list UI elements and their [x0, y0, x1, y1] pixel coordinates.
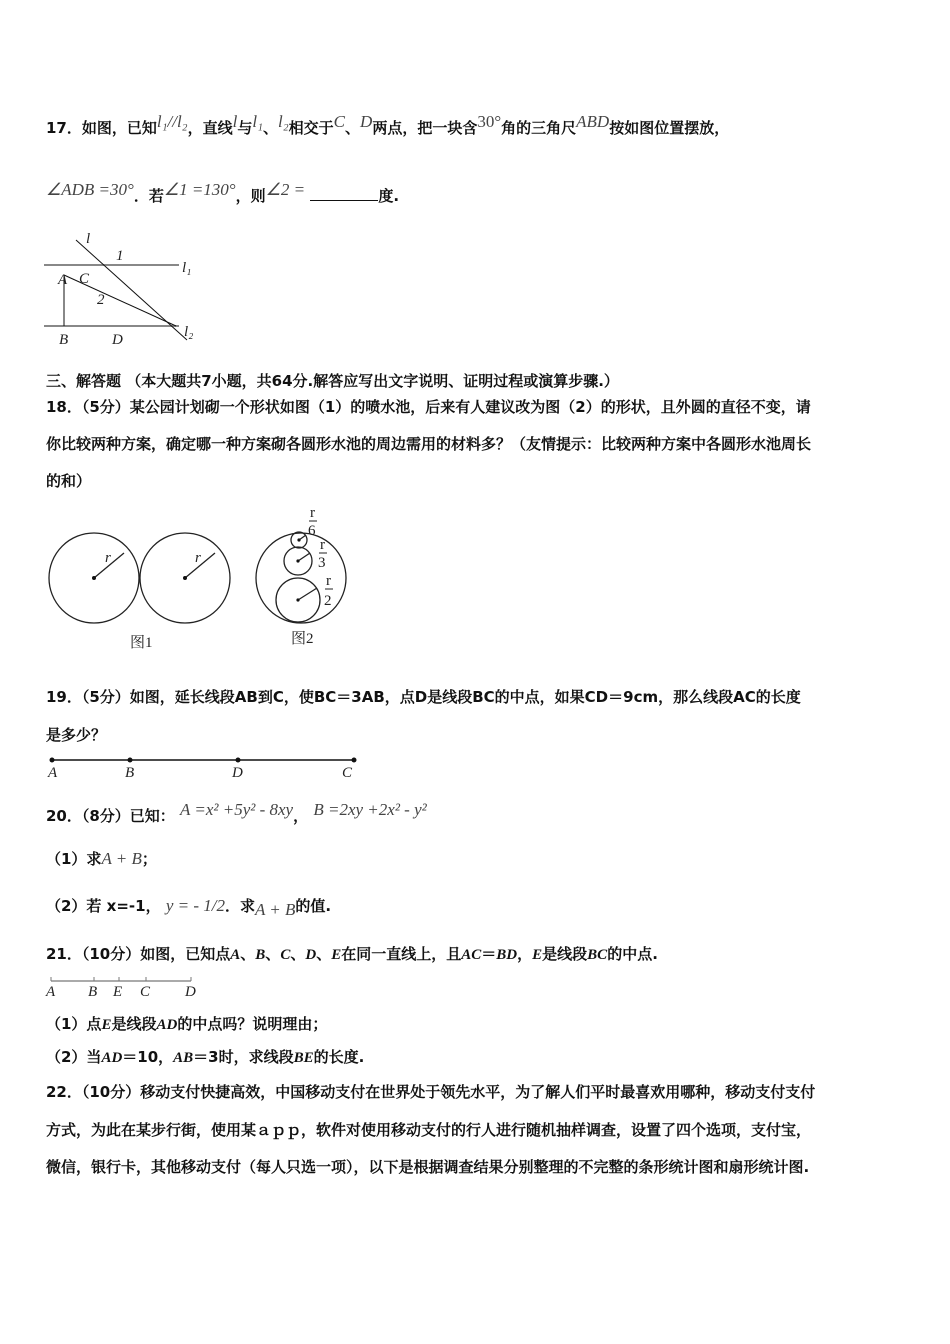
math: ∠2 =: [265, 180, 306, 199]
t: （2）当: [46, 1048, 102, 1066]
t: BD: [496, 947, 518, 963]
label: A: [46, 984, 56, 1000]
t: 的中点吗？说明理由；: [177, 1015, 328, 1033]
label: 2: [97, 292, 105, 308]
label: C: [79, 271, 90, 287]
t: ，: [293, 807, 309, 825]
q22-line: 22．（10分）移动支付快捷高效，中国移动支付在世界处于领先水平，为了解人们平时最喜欢用哪种，移动支付支付: [46, 1083, 816, 1101]
t: ，且: [431, 945, 462, 963]
t: E: [101, 1017, 112, 1033]
t: 与: [237, 119, 253, 137]
t: ＝: [481, 945, 497, 963]
t: ＝10，: [122, 1048, 174, 1066]
q21-intro: [46, 943, 658, 964]
math: D: [360, 112, 373, 131]
math: 30°: [477, 112, 502, 131]
t: ．求: [224, 897, 255, 915]
q22-line: 微信，银行卡，其他移动支付（每人只选一项），以下是根据调查结果分别整理的不完整的条形统计图和扇形统计图.: [46, 1158, 810, 1176]
q18-line: 的和）: [46, 472, 92, 490]
label: r: [105, 550, 111, 566]
t: （2）若 x=-1，: [46, 897, 161, 915]
t: 相交于: [288, 119, 334, 137]
t: 、: [345, 119, 361, 137]
q20-part2: [46, 895, 331, 920]
label: 1: [116, 248, 124, 264]
label: l₂: [184, 324, 194, 340]
t: BE: [293, 1050, 314, 1066]
t: ；: [141, 850, 157, 868]
caption: 图2: [291, 631, 314, 647]
section-heading: 三、解答题 （本大题共7小题，共64分.解答应写出文字说明、证明过程或演算步骤.）: [46, 372, 619, 390]
math: l₂: [278, 112, 289, 131]
t: 的长度.: [313, 1048, 365, 1066]
t: 、: [240, 945, 256, 963]
label: l₁: [182, 260, 192, 276]
t: 、: [316, 945, 332, 963]
math: A =x² +5y² - 8xy: [180, 800, 294, 819]
math: B =2xy +2x² - y²: [313, 800, 427, 819]
answer-blank: [310, 200, 378, 201]
q17-line1: [46, 112, 729, 138]
t: （1）求: [46, 850, 102, 868]
math: A + B: [254, 900, 296, 919]
t: B: [255, 947, 266, 963]
math: ABD: [576, 112, 610, 131]
q17-line2: [46, 180, 399, 206]
label: D: [232, 765, 243, 781]
q19-figure: [48, 755, 368, 785]
label: r: [195, 550, 201, 566]
math: ∠1 =130°: [163, 180, 236, 199]
t: （1）点: [46, 1015, 102, 1033]
t: 两点，把一块含: [372, 119, 478, 137]
math: ∠ADB =30°: [46, 180, 134, 199]
q18-line: 你比较两种方案，确定哪一种方案砌各圆形水池的周边需用的材料多？（友情提示：比较两种方案中各圆形水池周长: [46, 435, 812, 453]
label: D: [112, 332, 123, 348]
math: y = - 1/2: [165, 896, 225, 915]
label: r: [320, 537, 325, 553]
label: B: [125, 765, 135, 781]
t: 按如图位置摆放，: [609, 119, 730, 137]
label: B: [59, 332, 69, 348]
q18-line: 18．（5分）某公园计划砌一个形状如图（1）的喷水池，后来有人建议改为图（2）的形状，且外圆的直径不变，请: [46, 398, 811, 416]
label: r: [326, 573, 331, 589]
q20-part1: [46, 848, 157, 869]
t: E: [331, 947, 342, 963]
t: 21．（10分）如图，已知点: [46, 945, 231, 963]
t: BC: [587, 947, 608, 963]
label: A: [48, 765, 58, 781]
t: 、: [290, 945, 306, 963]
caption: 图1: [130, 635, 153, 651]
label: E: [113, 984, 123, 1000]
math: C: [333, 112, 346, 131]
label: 3: [318, 555, 326, 571]
label: 6: [308, 523, 316, 539]
q17-figure: [44, 228, 214, 348]
t: D: [305, 947, 317, 963]
q21-figure: [48, 976, 218, 1000]
t: AD: [156, 1017, 178, 1033]
q20-intro: [46, 800, 427, 826]
t: 是线段: [542, 945, 588, 963]
t: A: [230, 947, 241, 963]
q21-part2: [46, 1046, 364, 1067]
label: C: [342, 765, 353, 781]
t: 20．（8分）已知：: [46, 807, 175, 825]
t: 的值.: [295, 897, 332, 915]
label: B: [88, 984, 98, 1000]
label: l: [86, 231, 91, 247]
q21-part1: [46, 1013, 327, 1034]
label: r: [310, 505, 315, 521]
t: ，: [517, 945, 533, 963]
label: 2: [324, 593, 332, 609]
t: AD: [101, 1050, 123, 1066]
t: E: [532, 947, 543, 963]
math: l₁: [252, 112, 263, 131]
t: 17．如图，已知: [46, 119, 157, 137]
t: 角的三角尺: [501, 119, 577, 137]
t: C: [280, 947, 291, 963]
label: A: [58, 272, 68, 288]
math: l: [232, 112, 238, 131]
t: AC: [461, 947, 482, 963]
t: 的中点.: [607, 945, 658, 963]
t: ，直线: [187, 119, 233, 137]
t: 、: [265, 945, 281, 963]
label: D: [185, 984, 196, 1000]
t: 度.: [378, 187, 400, 205]
q18-figure: [48, 505, 348, 655]
t: AB: [173, 1050, 194, 1066]
t: 、: [263, 119, 279, 137]
math: l₁//l₂: [156, 112, 188, 131]
q19-line: 是多少？: [46, 726, 107, 744]
t: ，则: [235, 187, 266, 205]
q22-line: 方式，为此在某步行街，使用某ａｐｐ，软件对使用移动支付的行人进行随机抽样调查，设置了四个选项，支付宝，: [46, 1121, 812, 1139]
t: 在同一直线上: [341, 945, 432, 963]
q19-line: 19．（5分）如图，延长线段AB到C，使BC＝3AB，点D是线段BC的中点，如果CD＝9cm，那么线段AC的长度: [46, 688, 801, 706]
math: A + B: [101, 849, 142, 868]
t: 是线段: [111, 1015, 157, 1033]
label: C: [140, 984, 151, 1000]
t: ＝3时，求线段: [193, 1048, 294, 1066]
t: ．若: [133, 187, 164, 205]
